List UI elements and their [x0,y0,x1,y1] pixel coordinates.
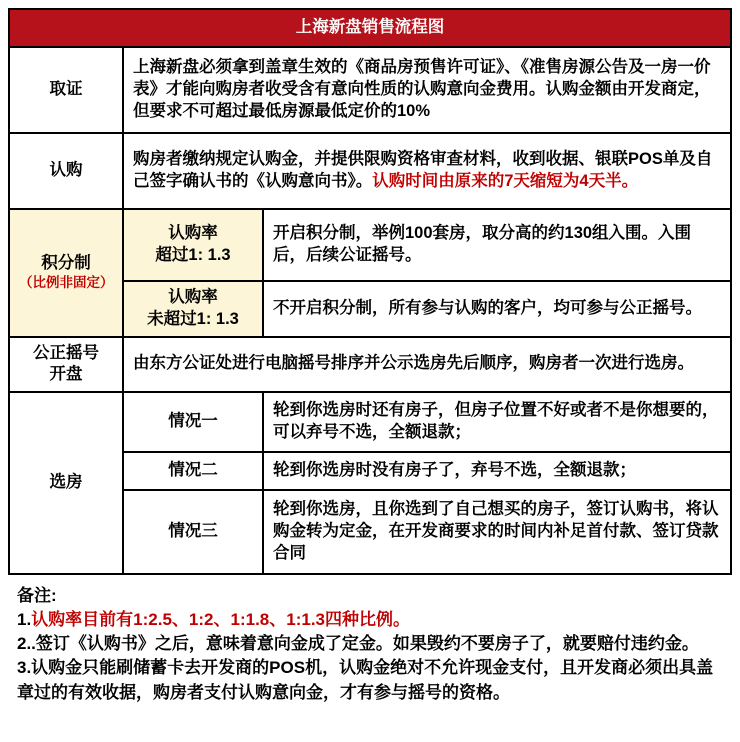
process-table [8,8,732,575]
stage-label-rengou: 认购 [9,133,123,209]
yaohao-label-line1: 公正摇号 [33,343,99,362]
jifenzhi-sub2-key-line2: 未超过1: 1.3 [147,309,239,328]
row-rengou [9,133,731,209]
jifenzhi-sub2-key-line1: 认购率 [168,288,218,306]
xuanfang-sub3-key: 情况三 [123,490,263,574]
stage-content-quzheng: 上海新盘必须拿到盖章生效的《商品房预售许可证》、《准售房源公告及一房一价表》才能向购房者收受含有意向性质的认购意向金费用。认购金额由开发商定，但要求不可超过最低房源最低定价的10% [123,47,731,133]
rengou-text-black: 购房者缴纳规定认购金，并提供限购资格审查材料，收到收据、银联POS单及自己签字确认书的《认购意向书》。 [133,150,713,190]
xuanfang-sub3-content: 轮到你选房，且你选到了自己想买的房子，签订认购书，将认购金转为定金，在开发商要求的时间内补足首付款、签订贷款合同 [263,490,731,574]
xuanfang-sub2-key: 情况二 [123,452,263,490]
stage-label-yaohao [9,337,123,393]
jifenzhi-sub2-content: 不开启积分制，所有参与认购的客户，均可参与公正摇号。 [263,281,731,337]
rengou-text-red: 认购时间由原来的7天缩短为4天半。 [372,172,639,190]
stage-label-xuanfang: 选房 [9,392,123,574]
row-jifenzhi-sub1 [9,209,731,281]
jifenzhi-sub1-content: 开启积分制，举例100套房，取分高的约130组入围。入围后，后续公证摇号。 [263,209,731,281]
note-1 [17,608,723,632]
stage-label-jifenzhi [9,209,123,337]
yaohao-label-line2: 开盘 [49,365,83,384]
row-yaohao [9,337,731,393]
xuanfang-sub1-key: 情况一 [123,392,263,452]
note-3: 3.认购金只能刷储蓄卡去开发商的POS机，认购金绝对不允许现金支付，且开发商必须出具盖章过的有效收据，购房者支付认购意向金，才有参与摇号的资格。 [17,658,714,702]
xuanfang-sub2-content: 轮到你选房时没有房子了，弃号不选，全额退款； [263,452,731,490]
stage-content-yaohao: 由东方公证处进行电脑摇号排序并公示选房先后顺序，购房者一次进行选房。 [123,337,731,393]
jifenzhi-sub1-key-line2: 超过1: 1.3 [155,246,231,264]
jifenzhi-sub1-key-line1: 认购率 [168,224,218,243]
title-row [9,9,731,47]
note-1-red-text: 认购率目前有1:2.5、1:2、1:1.8、1:1.3四种比例。 [31,610,411,630]
xuanfang-sub1-content: 轮到你选房时还有房子，但房子位置不好或者不是你想要的，可以弃号不选，全额退款； [263,392,731,452]
jifenzhi-sub1-key [123,209,263,281]
notes-heading: 备注: [17,586,57,606]
row-quzheng [9,47,731,133]
row-xuanfang-sub1 [9,392,731,452]
jifenzhi-label-text: 积分制 [41,254,91,273]
jifenzhi-sub2-key [123,281,263,337]
page-title: 上海新盘销售流程图 [9,9,731,47]
stage-content-rengou [123,133,731,209]
note-1-prefix: 1. [17,610,32,630]
jifenzhi-label-note: （比例非固定） [19,275,114,291]
notes-section [8,575,732,705]
stage-label-quzheng: 取证 [9,47,123,133]
note-2: 2..签订《认购书》之后，意味着意向金成了定金。如果毁约不要房子了，就要赔付违约金。 [17,634,699,654]
